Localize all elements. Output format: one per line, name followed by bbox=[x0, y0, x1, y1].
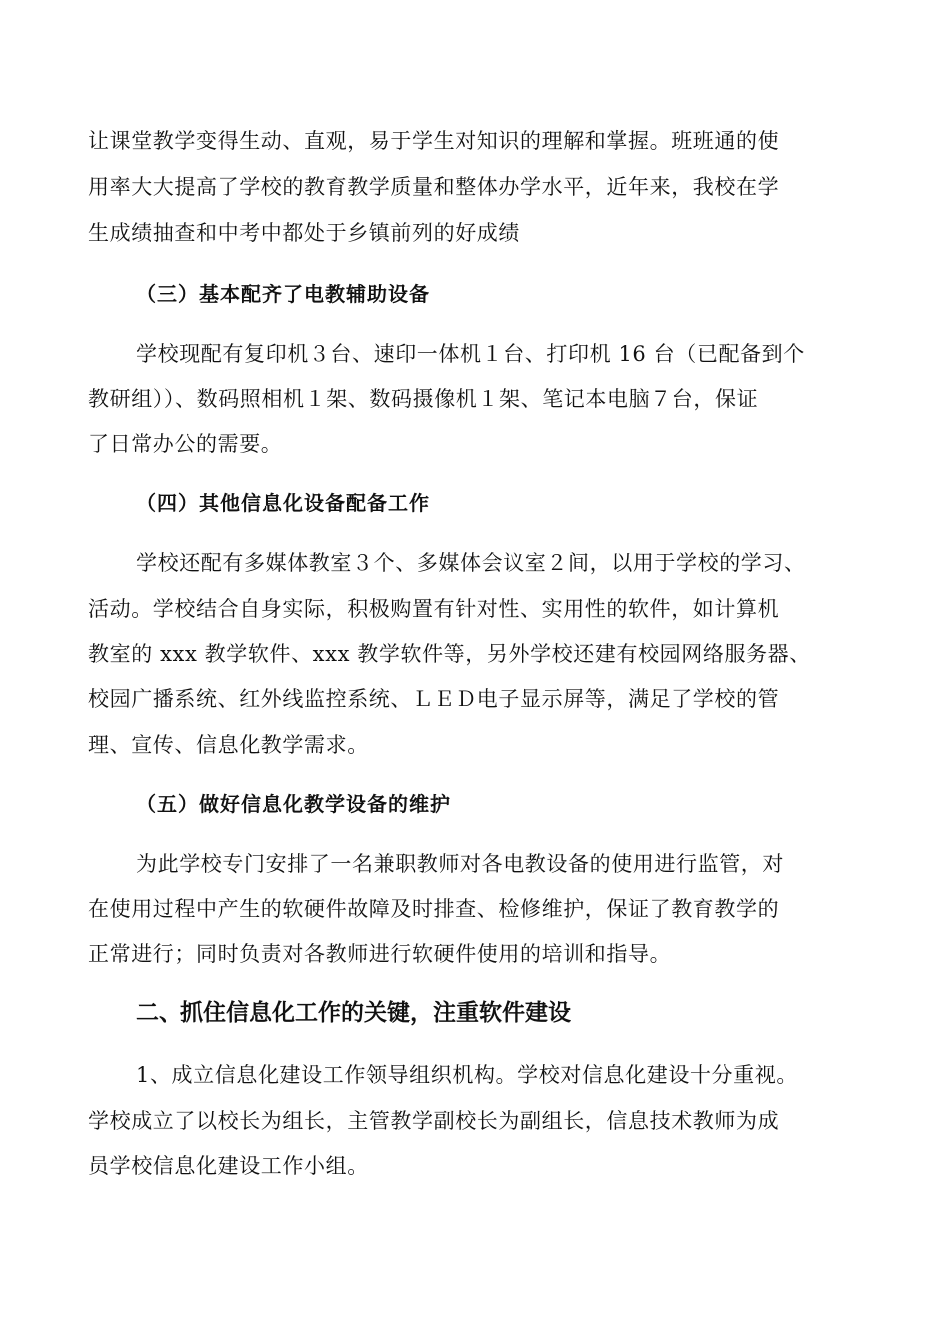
subsection-heading: （四）其他信息化设备配备工作 bbox=[136, 491, 430, 515]
paragraph-line: 生成绩抽查和中考中都处于乡镇前列的好成绩 bbox=[88, 221, 520, 245]
paragraph-line: 校园广播系统、红外线监控系统、ＬＥＤ电子显示屏等，满足了学校的管 bbox=[88, 687, 780, 711]
section-number: 二、 bbox=[136, 1000, 182, 1026]
paragraph-line: 教室的 xxx 教学软件、xxx 教学软件等，另外学校还建有校园网络服务器、 bbox=[88, 642, 811, 666]
paragraph-line: 为此学校专门安排了一名兼职教师对各电教设备的使用进行监管，对 bbox=[136, 852, 784, 876]
paragraph-line: 员学校信息化建设工作小组。 bbox=[88, 1154, 369, 1178]
section-title: 抓住信息化工作的关键，注重软件建设 bbox=[180, 1000, 571, 1026]
paragraph-line: 让课堂教学变得生动、直观，易于学生对知识的理解和掌握。班班通的使 bbox=[88, 129, 780, 153]
paragraph-line: 活动。学校结合自身实际，积极购置有针对性、实用性的软件，如计算机 bbox=[88, 597, 780, 621]
paragraph-line: 正常进行；同时负责对各教师进行软硬件使用的培训和指导。 bbox=[88, 942, 672, 966]
paragraph-line: 理、宣传、信息化教学需求。 bbox=[88, 733, 369, 757]
subsection-heading: （三）基本配齐了电教辅助设备 bbox=[136, 282, 430, 306]
subsection-heading: （五）做好信息化教学设备的维护 bbox=[136, 792, 451, 816]
paragraph-line: 教研组））、数码照相机１架、数码摄像机１架、笔记本电脑７台，保证 bbox=[88, 387, 759, 411]
paragraph-line: 在使用过程中产生的软硬件故障及时排查、检修维护，保证了教育教学的 bbox=[88, 897, 780, 921]
paragraph-line: 1、成立信息化建设工作领导组织机构。学校对信息化建设十分重视。 bbox=[136, 1063, 798, 1087]
paragraph-line: 用率大大提高了学校的教育教学质量和整体办学水平，近年来，我校在学 bbox=[88, 175, 780, 199]
paragraph-line: 学校成立了以校长为组长，主管教学副校长为副组长，信息技术教师为成 bbox=[88, 1109, 780, 1133]
paragraph-line: 学校现配有复印机３台、速印一体机１台、打印机 16 台（已配备到个 bbox=[136, 342, 805, 366]
paragraph-line: 学校还配有多媒体教室３个、多媒体会议室２间，以用于学校的学习、 bbox=[136, 551, 806, 575]
paragraph-line: 了日常办公的需要。 bbox=[88, 432, 283, 456]
section-heading bbox=[136, 996, 571, 1030]
